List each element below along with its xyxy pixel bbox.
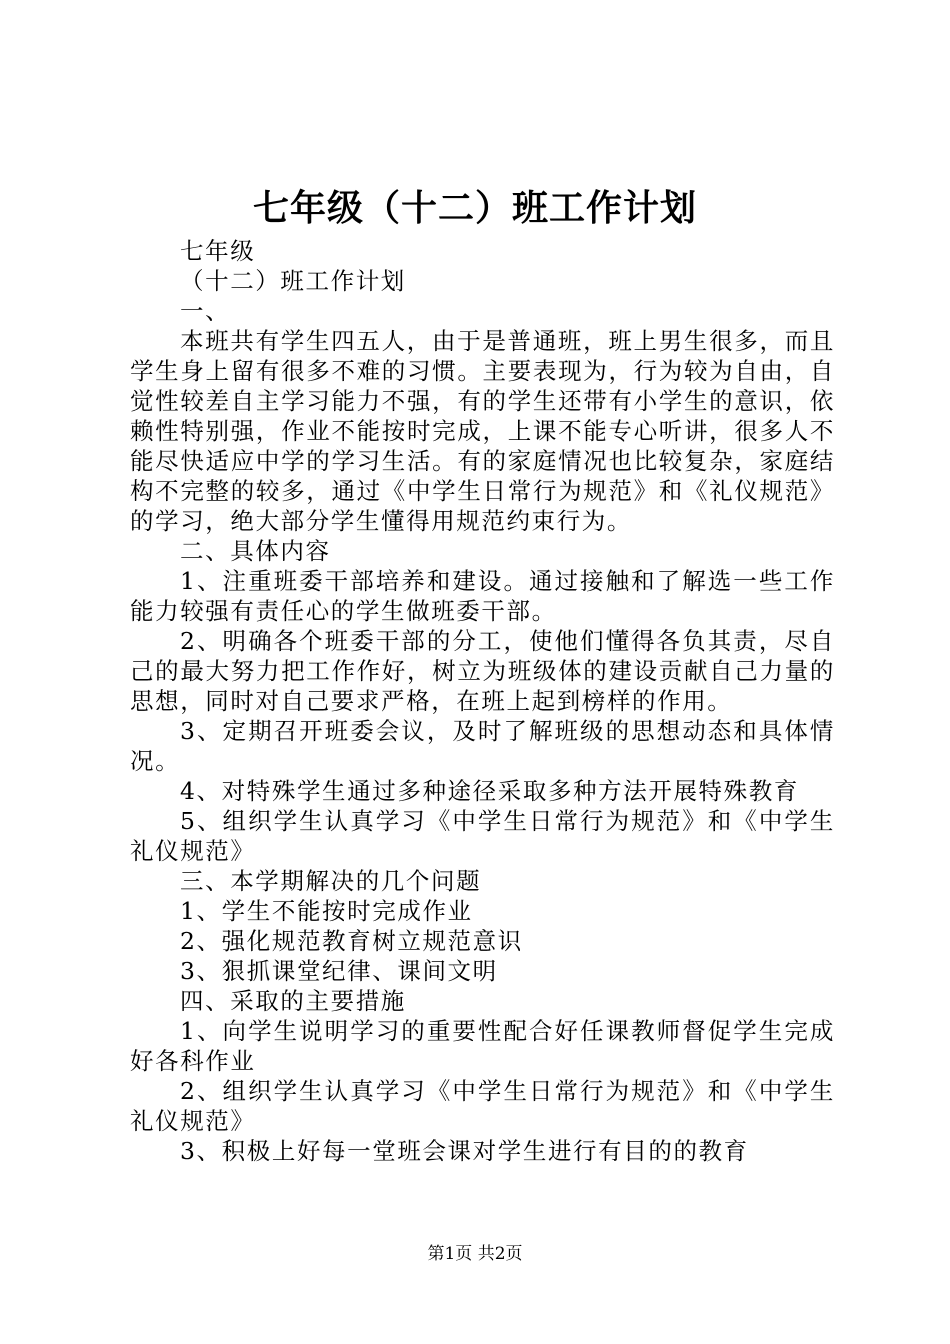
list-item: 2、强化规范教育树立规范意识 xyxy=(180,927,523,955)
document-title: 七年级（十二）班工作计划 xyxy=(252,187,697,229)
section-heading: 一、 xyxy=(180,297,231,325)
list-item: 3、狠抓课堂纪律、课间文明 xyxy=(180,957,498,985)
list-item: 3、定期召开班委会议，及时了解班级的思想动态和具体情况。 xyxy=(130,717,835,775)
list-item: 1、学生不能按时完成作业 xyxy=(180,897,473,925)
paragraph: 七年级 xyxy=(180,237,256,265)
section-heading: 四、采取的主要措施 xyxy=(180,987,406,1015)
list-item: 4、对特殊学生通过多种途径采取多种方法开展特殊教育 xyxy=(180,777,799,805)
section-heading: 三、本学期解决的几个问题 xyxy=(180,867,482,895)
paragraph: （十二）班工作计划 xyxy=(180,267,406,295)
list-item: 2、明确各个班委干部的分工，使他们懂得各负其责，尽自己的最大努力把工作作好，树立为班级体的建设贡献自己力量的思想，同时对自己要求严格，在班上起到榜样的作用。 xyxy=(130,627,835,715)
list-item: 5、组织学生认真学习《中学生日常行为规范》和《中学生礼仪规范》 xyxy=(130,807,835,865)
paragraph: 本班共有学生四五人，由于是普通班，班上男生很多，而且学生身上留有很多不难的习惯。主要表现为，行为较为自由，自觉性较差自主学习能力不强，有的学生还带有小学生的意识，依赖性特别强，作业不能按时完成，上课不能专心听讲，很多人不能尽快适应中学的学习生活。有的家庭情况也比较复杂，家庭结构不完整的较多，通过《中学生日常行为规范》和《礼仪规范》的学习，绝大部分学生懂得用规范约束行为。 xyxy=(130,327,835,535)
list-item: 3、积极上好每一堂班会课对学生进行有目的的教育 xyxy=(180,1137,749,1165)
list-item: 2、组织学生认真学习《中学生日常行为规范》和《中学生礼仪规范》 xyxy=(130,1077,835,1135)
page-footer: 第1页 共2页 xyxy=(427,1244,523,1264)
list-item: 1、注重班委干部培养和建设。通过接触和了解选一些工作能力较强有责任心的学生做班委干部。 xyxy=(130,567,835,625)
section-heading: 二、具体内容 xyxy=(180,537,331,565)
list-item: 1、向学生说明学习的重要性配合好任课教师督促学生完成好各科作业 xyxy=(130,1017,835,1075)
document-body xyxy=(130,236,835,1166)
